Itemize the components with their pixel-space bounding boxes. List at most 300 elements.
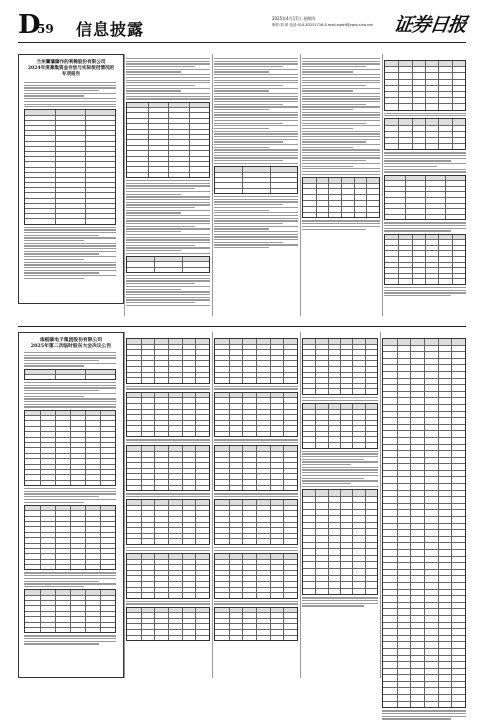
data-table [24,410,116,486]
table-cell-divider [451,675,452,681]
text-line [126,386,210,387]
table-cell-divider [85,193,86,197]
table-cell-divider [100,623,101,627]
table-cell-divider [168,157,169,161]
table-cell-divider [141,350,142,355]
table-cell-divider [438,471,439,477]
table-cell-divider [410,438,411,444]
table-cell-divider [40,538,41,542]
table-cell-divider [85,522,86,526]
table-cell-divider [154,356,155,361]
table-cell-divider [424,392,425,398]
text-line [302,400,378,401]
table-cell-divider [365,415,366,420]
table-cell-divider [189,151,190,155]
table-cell-divider [270,613,271,618]
table-cell-divider [256,486,257,491]
text-line [384,228,466,229]
table-cell-divider [352,543,353,549]
table-cell-divider [328,195,329,200]
text-line [126,69,210,70]
table-cell-divider [195,426,196,431]
table-cell-divider [397,688,398,694]
table-cell-divider [85,617,86,621]
table-cell-divider [452,235,453,240]
table-cell-divider [412,144,413,149]
table-cell-divider [315,350,316,355]
table-row [385,215,465,220]
table-cell-divider [141,474,142,479]
table-cell-divider [451,418,452,424]
table-cell-divider [100,411,101,415]
text-line [126,603,210,604]
table-cell-divider [40,465,41,469]
table-cell-divider [283,528,284,533]
table-cell-divider [452,240,453,245]
table-cell-divider [424,464,425,470]
table-cell-divider [340,356,341,361]
text-line [214,212,298,213]
table-cell-divider [438,61,439,66]
table-cell-divider [229,339,230,344]
table-row [383,656,465,663]
table-cell-divider [229,486,230,491]
table-cell-divider [424,590,425,596]
table-cell-divider [398,274,399,279]
table-cell-divider [168,560,169,565]
table-cell-divider [438,392,439,398]
table-cell-divider [141,528,142,533]
text-line [214,66,283,67]
table-cell-divider [242,554,243,559]
table-cell-divider [354,184,355,189]
text-line [126,305,210,306]
table-cell-divider [398,235,399,240]
table-cell-divider [340,404,341,409]
table-cell-divider [242,593,243,598]
table-cell-divider [168,630,169,635]
table-cell-divider [352,373,353,378]
table-cell-divider [397,484,398,490]
table-cell-divider [424,688,425,694]
table-cell-divider [70,411,71,415]
table-cell-divider [451,530,452,536]
table-cell-divider [182,588,183,593]
text-line [214,109,269,110]
table-cell-divider [397,530,398,536]
table-row [25,628,115,632]
text-line [302,98,380,99]
table-cell-divider [270,560,271,565]
table-row [383,398,465,405]
table-row [303,549,377,556]
table-cell-divider [189,162,190,166]
table-cell-divider [85,517,86,521]
table-cell-divider [85,465,86,469]
table-cell-divider [154,361,155,366]
table-cell-divider [341,184,342,189]
table-cell-divider [424,491,425,497]
table-cell-divider [283,511,284,516]
text-line [384,292,466,293]
table-cell-divider [270,189,271,193]
table-cell-divider [168,339,169,344]
table-cell-divider [315,589,316,595]
text-line [24,232,116,233]
table-cell-divider [424,636,425,642]
text-line [126,218,210,219]
table-cell-divider [410,412,411,418]
table-cell-divider [141,404,142,409]
text-line [302,106,380,107]
table-cell-divider [397,339,398,345]
table-cell-divider [352,339,353,344]
text-line [24,264,116,265]
text-line [126,601,210,602]
text-line [302,58,380,59]
table-cell-divider [328,373,329,378]
table-cell-divider [242,511,243,516]
data-table [382,338,466,708]
table-row [383,346,465,353]
table-cell-divider [366,207,367,212]
table-cell-divider [195,361,196,366]
table-cell-divider [315,367,316,372]
table-row [383,445,465,452]
table-cell-divider [451,346,452,352]
table-cell-divider [242,619,243,624]
text-line [24,256,116,257]
table-cell-divider [195,398,196,403]
table-cell-divider [270,619,271,624]
table-cell-divider [182,378,183,383]
text-line [126,63,210,64]
table-cell-divider [168,124,169,128]
upper-notice-body [24,82,116,280]
table-cell-divider [352,426,353,431]
table-cell-divider [438,570,439,576]
table-cell-divider [352,589,353,595]
table-cell-divider [365,497,366,503]
data-table [126,607,210,642]
table-cell-divider [451,557,452,563]
text-line [384,152,466,153]
table-cell-divider [397,365,398,371]
table-cell-divider [424,702,425,708]
table-cell-divider [85,136,86,140]
table-cell-divider [242,565,243,570]
table-cell-divider [55,522,56,526]
table-row [383,477,465,484]
table-cell-divider [316,189,317,194]
table-cell-divider [55,538,56,542]
table-cell-divider [405,176,406,181]
table-cell-divider [410,662,411,668]
table-cell-divider [283,373,284,378]
table-cell-divider [438,504,439,510]
table-row [383,471,465,478]
data-table [214,553,298,599]
text-line [302,171,380,172]
table-cell-divider [397,543,398,549]
table-cell-divider [182,474,183,479]
table-cell-divider [100,421,101,425]
table-cell-divider [365,529,366,535]
table-cell-divider [256,571,257,576]
table-cell-divider [168,140,169,144]
table-cell-divider [256,339,257,344]
text-line [214,207,298,208]
table-cell-divider [424,484,425,490]
table-cell-divider [100,606,101,610]
table-cell-divider [438,431,439,437]
table-cell-divider [397,405,398,411]
table-cell-divider [85,219,86,223]
table-cell-divider [154,630,155,635]
text-line [24,398,116,399]
text-line [126,439,210,440]
table-cell-divider [328,490,329,496]
text-line [126,180,210,181]
table-cell-divider [315,536,316,542]
table-cell-divider [352,356,353,361]
table-cell-divider [397,702,398,708]
table-cell-divider [352,421,353,426]
table-cell-divider [352,536,353,542]
table-cell-divider [425,235,426,240]
table-cell-divider [410,623,411,629]
table-cell-divider [398,251,399,256]
table-cell-divider [354,195,355,200]
table-cell-divider [189,173,190,177]
table-cell-divider [55,533,56,537]
table-cell-divider [397,537,398,543]
table-cell-divider [55,214,56,218]
table-cell-divider [283,593,284,598]
table-cell-divider [154,268,155,272]
table-cell-divider [410,392,411,398]
table-cell-divider [452,119,453,124]
text-line [214,139,298,140]
table-cell-divider [70,549,71,553]
text-line [302,168,380,169]
table-cell-divider [405,187,406,192]
text-line [214,123,283,124]
table-cell-divider [365,378,366,383]
table-cell-divider [85,370,86,374]
table-cell-divider [424,629,425,635]
table-cell-divider [424,609,425,615]
table-row [383,385,465,392]
table-cell-divider [398,263,399,268]
table-cell-divider [438,445,439,451]
table-cell-divider [315,384,316,389]
text-line [302,467,378,468]
text-line [24,643,99,644]
table-cell-divider [85,612,86,616]
table-cell-divider [256,576,257,581]
table-cell-divider [328,569,329,575]
text-line [214,210,269,211]
table-cell-divider [70,475,71,479]
table-cell-divider [397,491,398,497]
table-cell-divider [229,506,230,511]
table-cell-divider [438,352,439,358]
table-cell-divider [100,454,101,458]
table-row [383,451,465,458]
table-cell-divider [340,556,341,562]
text-line [302,480,378,481]
table-cell-divider [55,157,56,161]
table-cell-divider [256,511,257,516]
table-cell-divider [397,451,398,457]
table-cell-divider [242,571,243,576]
table-cell-divider [452,138,453,143]
table-cell-divider [55,188,56,192]
text-line [302,456,378,457]
table-cell-divider [398,80,399,85]
table-cell-divider [340,529,341,535]
table-cell-divider [452,80,453,85]
table-cell-divider [242,367,243,372]
table-cell-divider [55,178,56,182]
table-row [303,443,377,448]
table-cell-divider [410,530,411,536]
text-line [126,280,210,281]
table-cell-divider [229,452,230,457]
text-line [302,61,380,62]
table-cell-divider [154,452,155,457]
table-cell-divider [100,506,101,510]
table-cell-divider [229,373,230,378]
table-cell-divider [424,412,425,418]
table-cell-divider [438,517,439,523]
table-cell-divider [283,624,284,629]
table-cell-divider [55,623,56,627]
text-line [24,385,116,386]
table-cell-divider [283,350,284,355]
table-cell-divider [229,367,230,372]
text-line [126,71,181,72]
table-cell-divider [328,378,329,383]
text-line [24,355,116,356]
text-line [126,223,210,224]
text-line [24,406,116,407]
table-cell-divider [141,415,142,420]
table-cell-divider [352,410,353,415]
table-row [383,379,465,386]
table-cell-divider [328,339,329,344]
table-cell-divider [424,438,425,444]
table-cell-divider [55,152,56,156]
table-cell-divider [148,146,149,150]
table-cell-divider [229,421,230,426]
text-line [214,61,298,62]
table-cell-divider [195,373,196,378]
table-cell-divider [451,550,452,556]
table-cell-divider [316,213,317,218]
text-line [126,388,210,389]
table-row [215,432,297,437]
table-cell-divider [352,367,353,372]
table-cell-divider [283,446,284,451]
table-cell-divider [352,443,353,448]
table-cell-divider [154,517,155,522]
table-cell-divider [438,543,439,549]
table-cell-divider [438,524,439,530]
table-cell-divider [452,246,453,251]
table-cell-divider [168,571,169,576]
upper-notice-heading [24,60,118,78]
table-cell-divider [425,80,426,85]
table-cell-divider [410,458,411,464]
table-cell-divider [168,350,169,355]
table-cell-divider [70,481,71,485]
text-line [302,166,353,167]
table-cell-divider [283,404,284,409]
table-cell-divider [270,361,271,366]
table-cell-divider [445,204,446,209]
table-cell-divider [438,616,439,622]
table-cell-divider [283,613,284,618]
table-cell-divider [229,571,230,576]
text-line [302,155,380,156]
table-cell-divider [168,619,169,624]
table-cell-divider [438,649,439,655]
column-rule [212,54,213,316]
table-cell-divider [168,415,169,420]
table-cell-divider [40,459,41,463]
table-cell-divider [425,246,426,251]
table-cell-divider [340,536,341,542]
table-cell-divider [410,656,411,662]
table-cell-divider [256,582,257,587]
table-cell-divider [365,536,366,542]
table-cell-divider [328,523,329,529]
table-cell-divider [283,534,284,539]
text-line [302,131,380,132]
table-cell-divider [340,569,341,575]
table-cell-divider [438,438,439,444]
table-row [303,497,377,504]
table-cell-divider [328,421,329,426]
table-cell-divider [154,554,155,559]
table-cell-divider [410,418,411,424]
table-cell-divider [182,613,183,618]
table-row [383,583,465,590]
table-cell-divider [412,86,413,91]
table-cell-divider [168,421,169,426]
table-cell-divider [315,415,316,420]
table-cell-divider [70,517,71,521]
table-cell-divider [168,108,169,112]
text-line [24,363,116,364]
table-cell-divider [195,356,196,361]
table-cell-divider [182,523,183,528]
table-cell-divider [328,510,329,516]
table-cell-divider [424,346,425,352]
table-cell-divider [85,110,86,114]
table-cell-divider [452,257,453,262]
data-table [214,499,298,545]
table-row [215,378,297,383]
text-line [24,365,84,366]
table-cell-divider [412,138,413,143]
text-line [24,87,116,88]
table-cell-divider [270,410,271,415]
table-cell-divider [55,370,56,374]
table-cell-divider [256,452,257,457]
